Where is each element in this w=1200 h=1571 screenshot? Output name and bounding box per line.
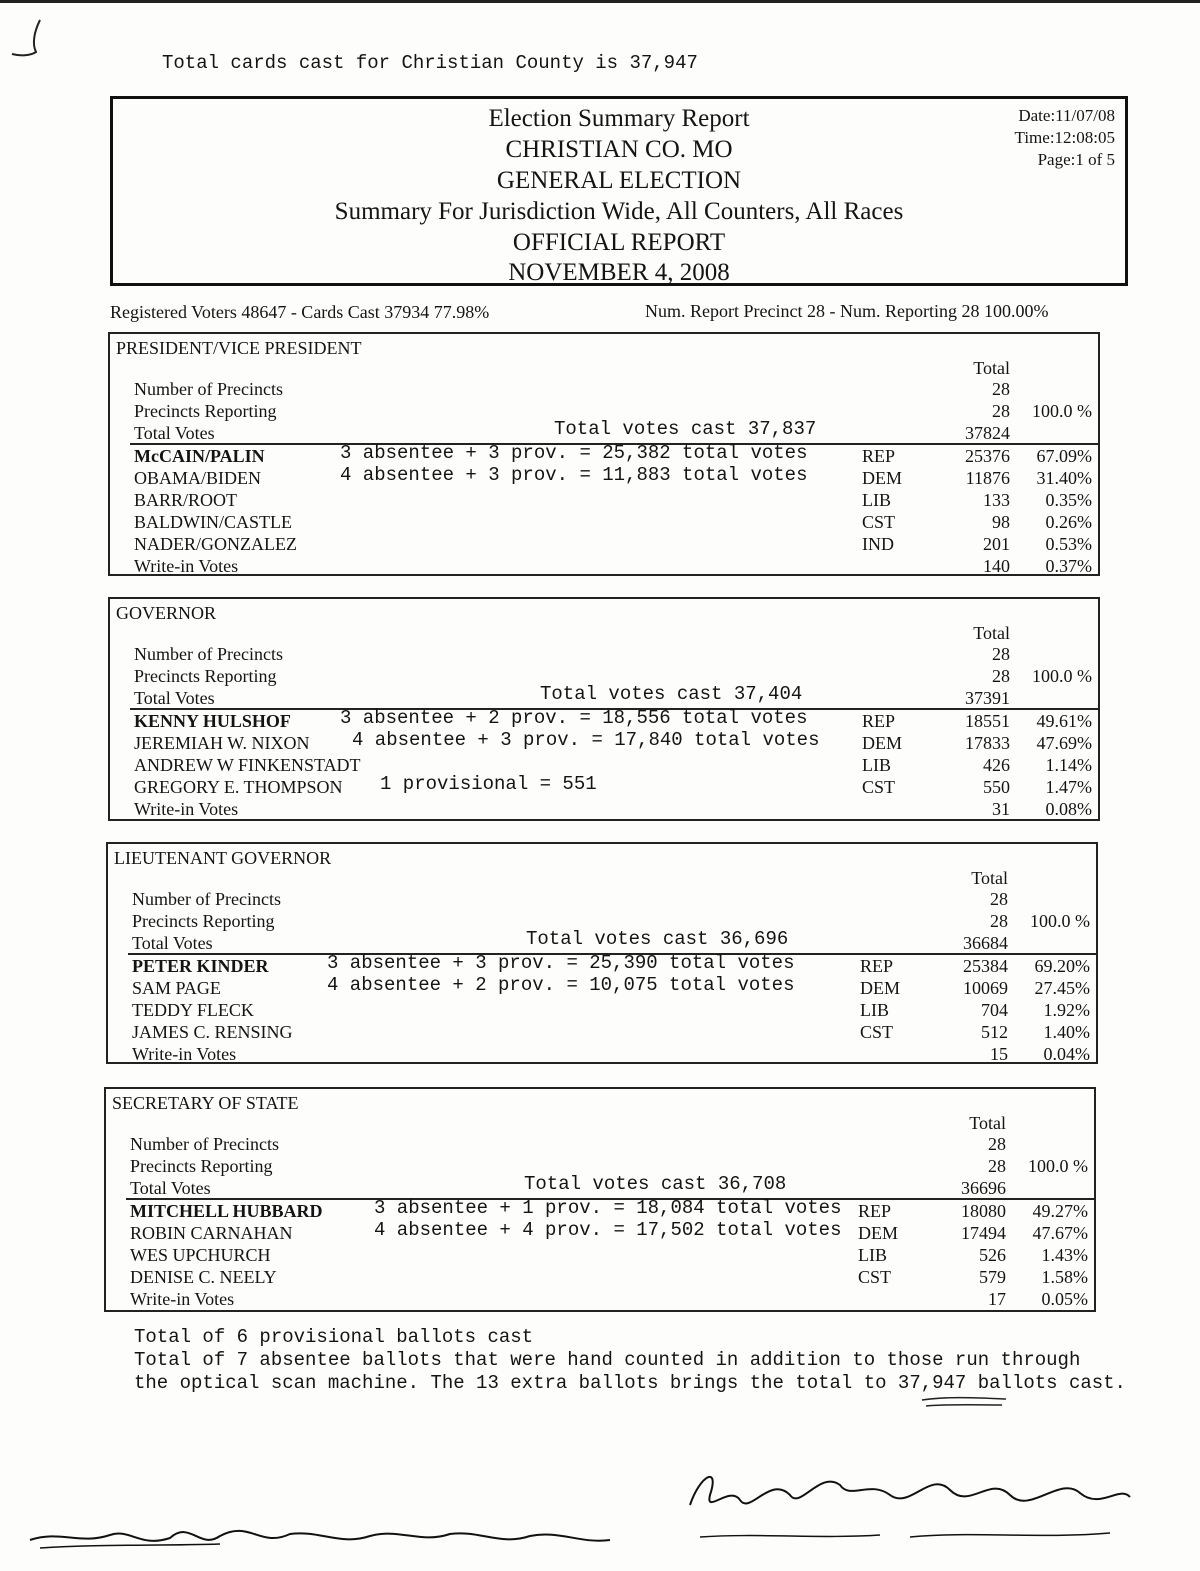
candidate-votes: 17833 bbox=[965, 733, 1010, 753]
candidate-party: CST bbox=[862, 512, 896, 532]
candidate-pct: 47.69% bbox=[1036, 733, 1092, 753]
total-header: Total bbox=[973, 358, 1010, 378]
header-line-5: OFFICIAL REPORT bbox=[512, 229, 726, 256]
precincts-reporting-value: 28 bbox=[992, 401, 1010, 421]
candidate-name: KENNY HULSHOF bbox=[134, 711, 291, 731]
candidate-party: REP bbox=[862, 711, 896, 731]
race-section bbox=[108, 332, 1100, 576]
candidate-name: ROBIN CARNAHAN bbox=[130, 1223, 293, 1243]
handwritten-corner-mark bbox=[10, 18, 44, 60]
candidate-name: Write-in Votes bbox=[132, 1044, 237, 1064]
candidate-votes: 550 bbox=[983, 777, 1010, 797]
candidate-party: LIB bbox=[862, 490, 891, 510]
report-header bbox=[110, 96, 1128, 286]
report-time: Time:12:08:05 bbox=[1014, 128, 1115, 147]
candidate-pct: 0.04% bbox=[1043, 1044, 1090, 1064]
precincts-reporting-pct: 100.0 % bbox=[1032, 401, 1092, 421]
candidate-votes: 31 bbox=[992, 799, 1010, 819]
total-votes-label: Total Votes bbox=[134, 688, 215, 708]
total-votes-cast-note: Total votes cast 36,708 bbox=[524, 1173, 787, 1195]
number-of-precincts-label: Number of Precincts bbox=[134, 379, 283, 399]
precincts-reporting-label: Precincts Reporting bbox=[134, 666, 277, 686]
precincts-reporting-label: Precincts Reporting bbox=[132, 911, 275, 931]
candidate-votes: 17 bbox=[988, 1289, 1006, 1309]
candidate-vote-note: 4 absentee + 3 prov. = 17,840 total votes bbox=[352, 729, 820, 751]
candidate-votes: 18551 bbox=[965, 711, 1010, 731]
candidate-votes: 25384 bbox=[963, 956, 1008, 976]
candidate-pct: 1.40% bbox=[1043, 1022, 1090, 1042]
candidate-name: GREGORY E. THOMPSON bbox=[134, 777, 343, 797]
candidate-name: ANDREW W FINKENSTADT bbox=[134, 755, 361, 775]
total-votes-value: 37391 bbox=[965, 688, 1010, 708]
candidate-pct: 27.45% bbox=[1034, 978, 1090, 998]
candidate-party: CST bbox=[862, 777, 896, 797]
footer-line-1: Total of 6 provisional ballots cast bbox=[134, 1326, 534, 1348]
candidate-pct: 0.26% bbox=[1045, 512, 1092, 532]
candidate-name: WES UPCHURCH bbox=[130, 1245, 271, 1265]
signature-left bbox=[20, 1500, 620, 1560]
precincts-reporting-label: Precincts Reporting bbox=[130, 1156, 273, 1176]
candidate-party: LIB bbox=[860, 1000, 889, 1020]
number-of-precincts-label: Number of Precincts bbox=[132, 889, 281, 909]
candidate-pct: 0.37% bbox=[1045, 556, 1092, 576]
candidate-name: JAMES C. RENSING bbox=[132, 1022, 293, 1042]
number-of-precincts-value: 28 bbox=[992, 644, 1010, 664]
candidate-name: BALDWIN/CASTLE bbox=[134, 512, 292, 532]
candidate-pct: 49.27% bbox=[1032, 1201, 1088, 1221]
race-title: LIEUTENANT GOVERNOR bbox=[114, 848, 332, 868]
candidate-party: LIB bbox=[862, 755, 891, 775]
candidate-votes: 201 bbox=[983, 534, 1010, 554]
candidate-name: Write-in Votes bbox=[134, 556, 239, 576]
candidate-pct: 1.92% bbox=[1043, 1000, 1090, 1020]
header-line-6: NOVEMBER 4, 2008 bbox=[508, 259, 730, 286]
candidate-pct: 67.09% bbox=[1036, 446, 1092, 466]
candidate-votes: 18080 bbox=[961, 1201, 1006, 1221]
total-header: Total bbox=[969, 1113, 1006, 1133]
signature-right bbox=[680, 1455, 1140, 1550]
candidate-votes: 98 bbox=[992, 512, 1010, 532]
race-section bbox=[108, 597, 1100, 821]
candidate-vote-note: 3 absentee + 2 prov. = 18,556 total votes bbox=[340, 707, 808, 729]
candidate-party: DEM bbox=[862, 468, 902, 488]
candidate-votes: 526 bbox=[979, 1245, 1006, 1265]
summary-left: Registered Voters 48647 - Cards Cast 37934 77.98% bbox=[110, 302, 490, 322]
precincts-reporting-pct: 100.0 % bbox=[1028, 1156, 1088, 1176]
candidate-party: CST bbox=[860, 1022, 894, 1042]
footer-line-2: Total of 7 absentee ballots that were hand counted in addition to those run through bbox=[134, 1349, 1081, 1371]
candidate-pct: 0.05% bbox=[1041, 1289, 1088, 1309]
candidate-votes: 579 bbox=[979, 1267, 1006, 1287]
summary-right: Num. Report Precinct 28 - Num. Reporting 28 100.00% bbox=[645, 301, 1049, 321]
number-of-precincts-value: 28 bbox=[988, 1134, 1006, 1154]
total-votes-value: 37824 bbox=[965, 423, 1010, 443]
candidate-vote-note: 3 absentee + 3 prov. = 25,390 total votes bbox=[327, 952, 795, 974]
candidate-name: JEREMIAH W. NIXON bbox=[134, 733, 310, 753]
number-of-precincts-value: 28 bbox=[992, 379, 1010, 399]
report-date: Date:11/07/08 bbox=[1018, 106, 1115, 125]
number-of-precincts-label: Number of Precincts bbox=[134, 644, 283, 664]
candidate-party: REP bbox=[860, 956, 894, 976]
candidate-party: REP bbox=[862, 446, 896, 466]
candidate-pct: 0.53% bbox=[1045, 534, 1092, 554]
candidate-pct: 1.47% bbox=[1045, 777, 1092, 797]
candidate-name: Write-in Votes bbox=[130, 1289, 235, 1309]
candidate-vote-note: 3 absentee + 1 prov. = 18,084 total votes bbox=[374, 1197, 842, 1219]
report-page: Page:1 of 5 bbox=[1037, 150, 1115, 169]
candidate-name: MITCHELL HUBBARD bbox=[130, 1201, 323, 1221]
footer-line-3: the optical scan machine. The 13 extra ballots brings the total to 37,947 ballots cast. bbox=[134, 1372, 1126, 1394]
top-note: Total cards cast for Christian County is 37,947 bbox=[162, 52, 698, 74]
candidate-pct: 1.14% bbox=[1045, 755, 1092, 775]
total-votes-value: 36696 bbox=[961, 1178, 1006, 1198]
candidate-party: DEM bbox=[858, 1223, 898, 1243]
candidate-pct: 69.20% bbox=[1034, 956, 1090, 976]
precincts-reporting-value: 28 bbox=[990, 911, 1008, 931]
precincts-reporting-value: 28 bbox=[992, 666, 1010, 686]
candidate-name: Write-in Votes bbox=[134, 799, 239, 819]
candidate-pct: 49.61% bbox=[1036, 711, 1092, 731]
total-votes-value: 36684 bbox=[963, 933, 1008, 953]
handwritten-underline bbox=[920, 1396, 1010, 1410]
candidate-votes: 25376 bbox=[965, 446, 1010, 466]
number-of-precincts-value: 28 bbox=[990, 889, 1008, 909]
race-title: PRESIDENT/VICE PRESIDENT bbox=[116, 338, 362, 358]
total-votes-label: Total Votes bbox=[132, 933, 213, 953]
race-section bbox=[106, 842, 1098, 1064]
race-title: GOVERNOR bbox=[116, 603, 217, 623]
candidate-votes: 15 bbox=[990, 1044, 1008, 1064]
candidate-pct: 0.08% bbox=[1045, 799, 1092, 819]
candidate-party: IND bbox=[862, 534, 894, 554]
race-title: SECRETARY OF STATE bbox=[112, 1093, 299, 1113]
total-votes-cast-note: Total votes cast 37,404 bbox=[540, 683, 803, 705]
total-votes-cast-note: Total votes cast 37,837 bbox=[554, 418, 817, 440]
header-line-4: Summary For Jurisdiction Wide, All Counters, All Races bbox=[334, 198, 904, 225]
candidate-vote-note: 4 absentee + 2 prov. = 10,075 total votes bbox=[327, 974, 795, 996]
candidate-name: BARR/ROOT bbox=[134, 490, 238, 510]
total-votes-label: Total Votes bbox=[134, 423, 215, 443]
header-line-3: GENERAL ELECTION bbox=[496, 167, 742, 194]
candidate-votes: 704 bbox=[981, 1000, 1008, 1020]
footer-notes bbox=[134, 1326, 1126, 1395]
precincts-reporting-pct: 100.0 % bbox=[1030, 911, 1090, 931]
candidate-vote-note: 1 provisional = 551 bbox=[380, 773, 597, 795]
candidate-vote-note: 3 absentee + 3 prov. = 25,382 total votes bbox=[340, 442, 808, 464]
precincts-reporting-value: 28 bbox=[988, 1156, 1006, 1176]
precincts-reporting-pct: 100.0 % bbox=[1032, 666, 1092, 686]
header-line-1: Election Summary Report bbox=[488, 105, 750, 132]
candidate-name: NADER/GONZALEZ bbox=[134, 534, 297, 554]
candidate-name: SAM PAGE bbox=[132, 978, 221, 998]
candidate-vote-note: 4 absentee + 3 prov. = 11,883 total votes bbox=[340, 464, 808, 486]
header-line-2: CHRISTIAN CO. MO bbox=[505, 136, 733, 163]
candidate-pct: 1.58% bbox=[1041, 1267, 1088, 1287]
page-top-border bbox=[0, 0, 1200, 3]
candidate-party: DEM bbox=[860, 978, 900, 998]
total-votes-label: Total Votes bbox=[130, 1178, 211, 1198]
candidate-pct: 1.43% bbox=[1041, 1245, 1088, 1265]
candidate-name: TEDDY FLECK bbox=[132, 1000, 254, 1020]
candidate-votes: 17494 bbox=[961, 1223, 1006, 1243]
candidate-pct: 31.40% bbox=[1036, 468, 1092, 488]
candidate-votes: 140 bbox=[983, 556, 1010, 576]
candidate-name: PETER KINDER bbox=[132, 956, 269, 976]
candidate-party: CST bbox=[858, 1267, 892, 1287]
candidate-votes: 11876 bbox=[965, 468, 1010, 488]
precincts-reporting-label: Precincts Reporting bbox=[134, 401, 277, 421]
total-header: Total bbox=[971, 868, 1008, 888]
total-votes-cast-note: Total votes cast 36,696 bbox=[526, 928, 789, 950]
candidate-name: DENISE C. NEELY bbox=[130, 1267, 277, 1287]
race-section bbox=[104, 1087, 1096, 1312]
candidate-name: OBAMA/BIDEN bbox=[134, 468, 262, 488]
candidate-party: REP bbox=[858, 1201, 892, 1221]
candidate-name: McCAIN/PALIN bbox=[134, 446, 265, 466]
candidate-votes: 512 bbox=[981, 1022, 1008, 1042]
candidate-votes: 133 bbox=[983, 490, 1010, 510]
candidate-party: LIB bbox=[858, 1245, 887, 1265]
candidate-votes: 10069 bbox=[963, 978, 1008, 998]
header-meta bbox=[1015, 105, 1115, 171]
candidate-pct: 47.67% bbox=[1032, 1223, 1088, 1243]
candidate-pct: 0.35% bbox=[1045, 490, 1092, 510]
number-of-precincts-label: Number of Precincts bbox=[130, 1134, 279, 1154]
candidate-vote-note: 4 absentee + 4 prov. = 17,502 total votes bbox=[374, 1219, 842, 1241]
candidate-votes: 426 bbox=[983, 755, 1010, 775]
total-header: Total bbox=[973, 623, 1010, 643]
candidate-party: DEM bbox=[862, 733, 902, 753]
